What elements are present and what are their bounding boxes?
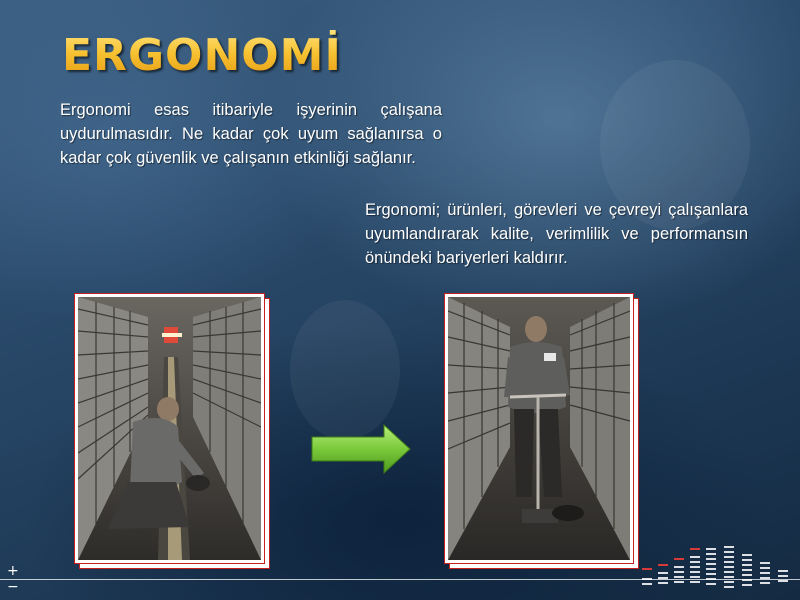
- before-photo: [78, 297, 261, 560]
- zoom-out-button[interactable]: −: [7, 579, 19, 595]
- arrow-right-icon: [310, 423, 412, 475]
- zoom-in-button[interactable]: +: [7, 563, 19, 579]
- background-silhouette: [290, 300, 400, 440]
- page-title: ERGONOMİ: [62, 30, 342, 81]
- intro-paragraph: Ergonomi esas itibariyle işyerinin çalışana uydurulmasıdır. Ne kadar çok uyum sağlanırsa o kadar çok güvenlik ve çalışanın etkinliği sağlanır.: [60, 101, 442, 167]
- after-photo-frame: [444, 293, 634, 564]
- equalizer-decoration-icon: [640, 542, 800, 600]
- before-photo-frame: [74, 293, 265, 564]
- after-photo: [448, 297, 630, 560]
- definition-paragraph: Ergonomi; ürünleri, görevleri ve çevreyi çalışanlara uyumlandırarak kalite, verimlilik ve performansın önündeki bariyerleri kaldırır.: [365, 201, 748, 267]
